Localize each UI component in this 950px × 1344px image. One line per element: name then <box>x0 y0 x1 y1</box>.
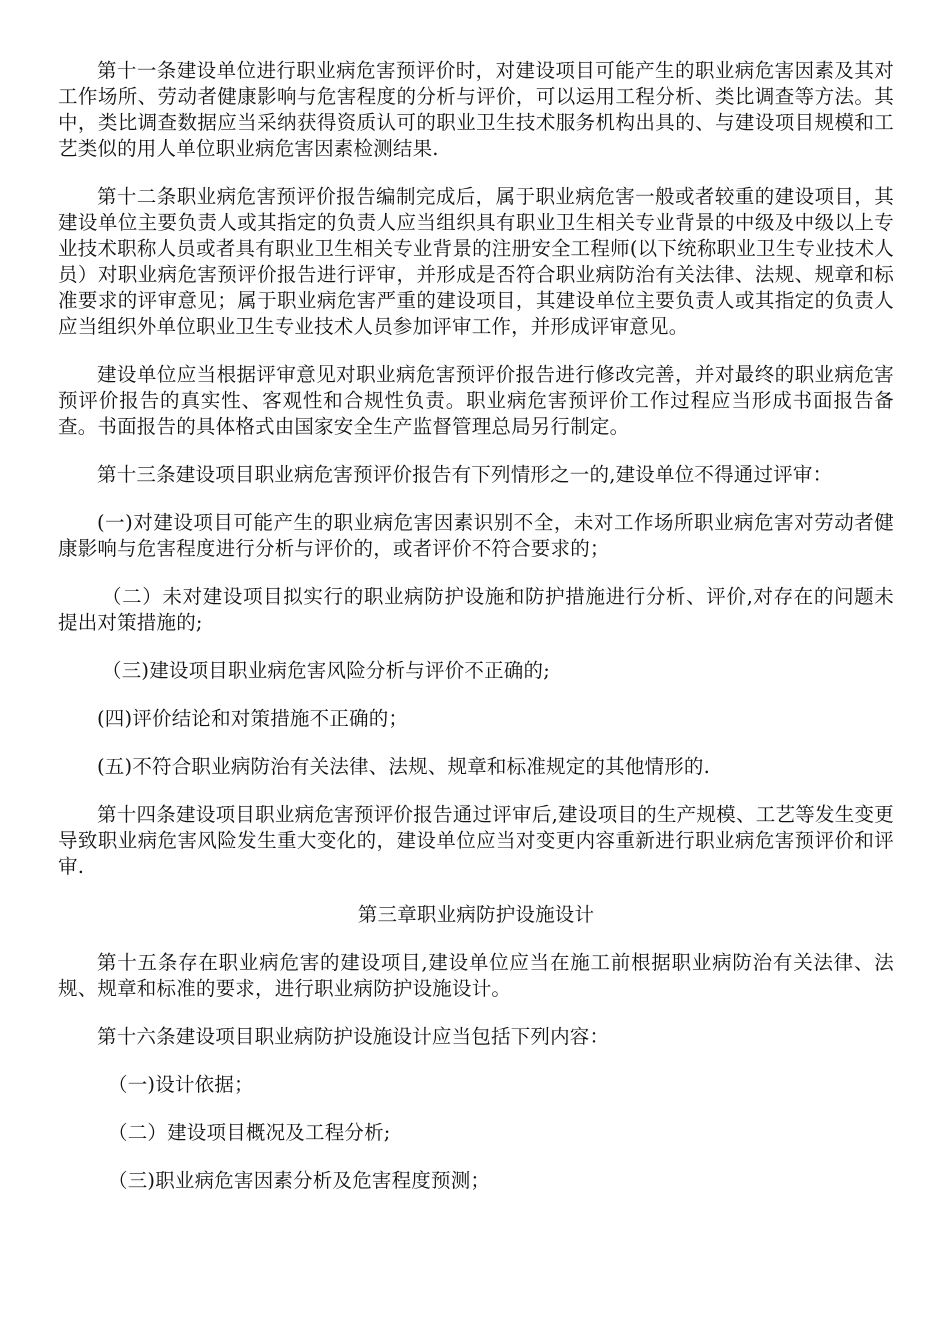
article-16-paragraph: 第十六条建设项目职业病防护设施设计应当包括下列内容： <box>97 1025 610 1048</box>
document-page <box>58 58 894 1216</box>
article-13-item-1: (一)对建设项目可能产生的职业病危害因素识别不全，未对工作场所职业病危害对劳动者健康影响与危害程度进行分析与评价的，或者评价不符合要求的； <box>58 511 894 560</box>
article-13-item-4: (四)评价结论和对策措施不正确的； <box>97 707 409 730</box>
article-14-paragraph: 第十四条建设项目职业病危害预评价报告通过评审后,建设项目的生产规模、工艺等发生变更导致职业病危害风险发生重大变化的，建设单位应当对变更内容重新进行职业病危害预评价和评审. <box>58 803 894 878</box>
article-16-item-1: （一)设计依据； <box>108 1073 254 1096</box>
article-13-item-3: （三)建设项目职业病危害风险分析与评价不正确的; <box>102 659 550 682</box>
article-13-paragraph: 第十三条建设项目职业病危害预评价报告有下列情形之一的,建设单位不得通过评审： <box>97 463 833 486</box>
article-16-item-3: （三)职业病危害因素分析及危害程度预测； <box>108 1169 491 1192</box>
article-13-item-2: （二）未对建设项目拟实行的职业病防护设施和防护措施进行分析、评价,对存在的问题未提出对策措施的; <box>58 585 894 634</box>
article-12-revision-paragraph: 建设单位应当根据评审意见对职业病危害预评价报告进行修改完善，并对最终的职业病危害预评价报告的真实性、客观性和合规性负责。职业病危害预评价工作过程应当形成书面报告备查。书面报告的具体格式由国家安全生产监督管理总局另行制定。 <box>58 363 894 438</box>
article-12-paragraph: 第十二条职业病危害预评价报告编制完成后，属于职业病危害一般或者较重的建设项目，其建设单位主要负责人或其指定的负责人应当组织具有职业卫生相关专业背景的中级及中级以上专业技术职称人员或者具有职业卫生相关专业背景的注册安全工程师(以下统称职业卫生专业技术人员）对职业病危害预评价报告进行评审，并形成是否符合职业病防治有关法律、法规、规章和标准要求的评审意见；属于职业病危害严重的建设项目，其建设单位主要负责人或其指定的负责人应当组织外单位职业卫生专业技术人员参加评审工作，并形成评审意见。 <box>58 185 894 338</box>
article-16-item-2: （二）建设项目概况及工程分析; <box>108 1121 391 1144</box>
article-15-paragraph: 第十五条存在职业病危害的建设项目,建设单位应当在施工前根据职业病防治有关法律、法规、规章和标准的要求，进行职业病防护设施设计。 <box>58 951 894 1000</box>
article-13-item-5: (五)不符合职业病防治有关法律、法规、规章和标准规定的其他情形的. <box>97 755 711 778</box>
chapter-3-heading: 第三章职业病防护设施设计 <box>357 903 595 926</box>
article-11-paragraph: 第十一条建设单位进行职业病危害预评价时，对建设项目可能产生的职业病危害因素及其对工作场所、劳动者健康影响与危害程度的分析与评价，可以运用工程分析、类比调查等方法。其中，类比调查数据应当采纳获得资质认可的职业卫生技术服务机构出具的、与建设项目规模和工艺类似的用人单位职业病危害因素检测结果. <box>58 59 894 160</box>
